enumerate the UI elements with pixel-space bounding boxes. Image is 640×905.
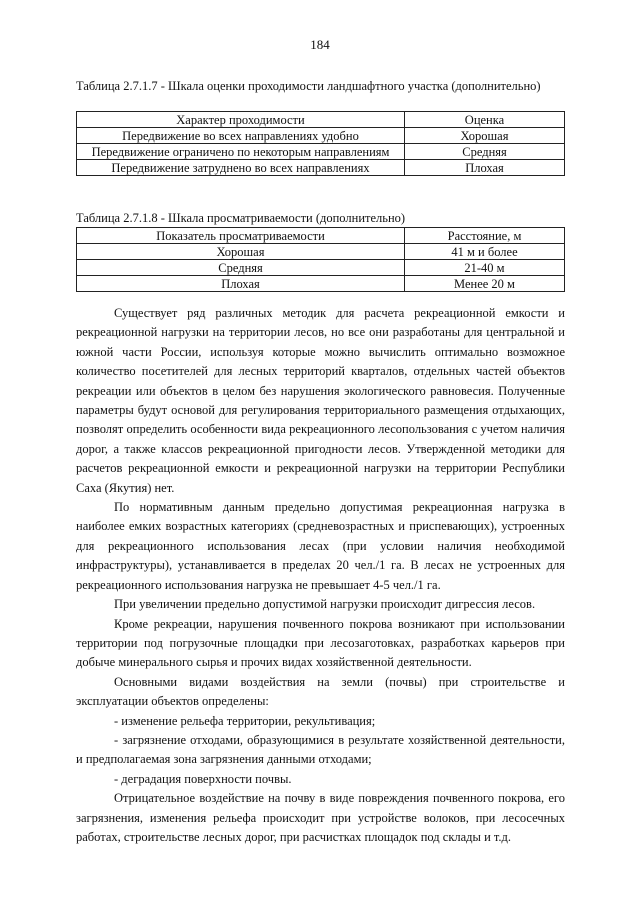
table-cell: Средняя — [405, 144, 565, 160]
table-cell: Средняя — [77, 260, 405, 276]
list-item: - деградация поверхности почвы. — [114, 771, 292, 786]
visibility-table — [76, 227, 565, 292]
column-header: Оценка — [405, 112, 565, 128]
table-caption: Таблица 2.7.1.7 - Шкала оценки проходимости ландшафтного участка (дополнительно) — [76, 79, 541, 93]
table-cell: Плохая — [77, 276, 405, 292]
table-row — [77, 276, 565, 292]
table-row — [77, 128, 565, 144]
paragraph: При увеличении предельно допустимой нагрузки происходит дигрессия лесов. — [114, 597, 536, 612]
column-header: Показатель просматриваемости — [77, 228, 405, 244]
paragraph: Отрицательное воздействие на почву в виде повреждения почвенного покрова, его загрязнения, изменения рельефа происходит при устройстве волоков, при лесосечных работах, строительстве лесных дорог, при расчистках площадок под склады и т.д. — [76, 791, 565, 844]
paragraph: Существует ряд различных методик для расчета рекреационной емкости и рекреационной нагрузки на территории лесов, но все они разработаны для центральной и южной части России, используя которые можно вычислить оптимально возможное количество посетителей для лесных территорий кварталов, отдельных частей объектов рекреации или объектов в целом без нарушения экологического равновесия. Полученные параметры будут основой для регулирования территориального размещения отдыхающих, позволят определить особенности вида рекреационного лесопользования с учетом наличия дорог, а также классов рекреационной пригодности лесов. Утвержденной методики для расчетов рекреационной емкости и рекреационной нагрузки на территории Республики Саха (Якутия) нет. — [76, 306, 565, 495]
table-row — [77, 244, 565, 260]
table-cell: Хорошая — [77, 244, 405, 260]
table-cell: Передвижение ограничено по некоторым направлениям — [77, 144, 405, 160]
list-item: - загрязнение отходами, образующимися в результате хозяйственной деятельности, и предполагаемая зона загрязнения данными отходами; — [76, 732, 565, 767]
column-header: Характер проходимости — [77, 112, 405, 128]
body-text — [76, 304, 565, 847]
table-cell: 41 м и более — [405, 244, 565, 260]
table-row — [77, 160, 565, 176]
paragraph: Кроме рекреации, нарушения почвенного покрова возникают при использовании территории под погрузочные площадки при лесозаготовках, разработках карьеров при добыче минерального сырья и прочих видах хозяйственной деятельности. — [76, 616, 565, 670]
table-row — [77, 144, 565, 160]
table-caption: Таблица 2.7.1.8 - Шкала просматриваемости (дополнительно) — [76, 211, 406, 225]
page-number: 184 — [310, 37, 330, 52]
column-header: Расстояние, м — [405, 228, 565, 244]
table-header-row — [77, 228, 565, 244]
table-cell: Передвижение во всех направлениях удобно — [77, 128, 405, 144]
table-cell: 21-40 м — [405, 260, 565, 276]
table-cell: Хорошая — [405, 128, 565, 144]
table-cell: Плохая — [405, 160, 565, 176]
passability-table — [76, 111, 565, 176]
paragraph: По нормативным данным предельно допустимая рекреационная нагрузка в наиболее емких возрастных категориях (средневозрастных и приспевающих), устроенных для рекреационного использования лесах (при условии наличия необходимой инфраструктуры), устанавливается в пределах 20 чел./1 га. В лесах не устроенных для рекреационного использования нагрузка не превышает 4-5 чел./1 га. — [76, 500, 565, 592]
table-header-row — [77, 112, 565, 128]
table-row — [77, 260, 565, 276]
table-cell: Менее 20 м — [405, 276, 565, 292]
paragraph: Основными видами воздействия на земли (почвы) при строительстве и эксплуатации объектов определены: — [76, 674, 565, 709]
list-item: - изменение рельефа территории, рекультивация; — [114, 713, 376, 728]
table-cell: Передвижение затруднено во всех направлениях — [77, 160, 405, 176]
